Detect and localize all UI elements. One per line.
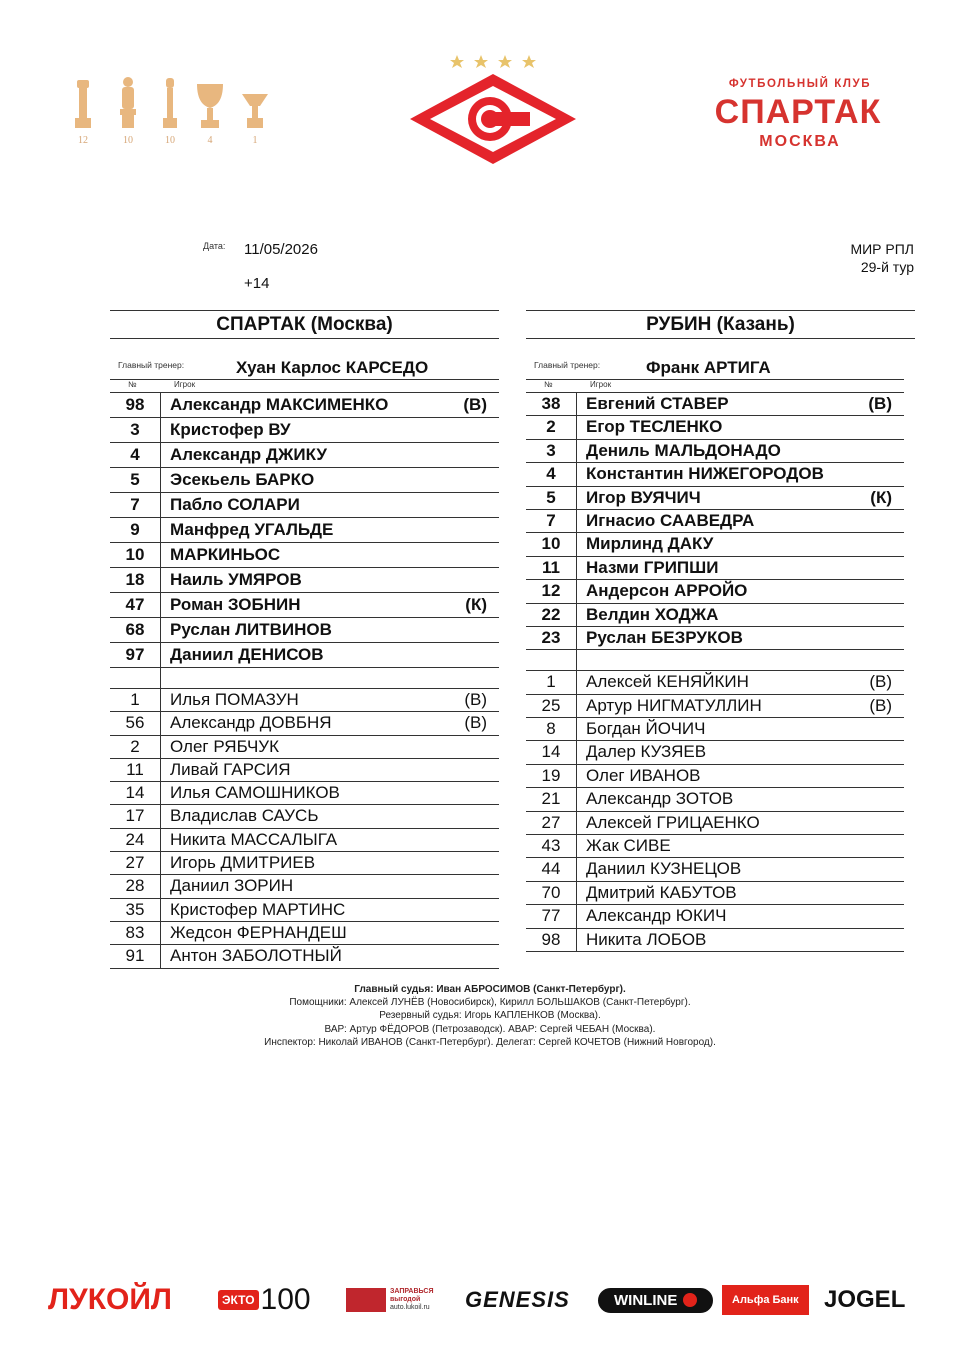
player-row <box>526 671 904 694</box>
winline-logo <box>598 1280 713 1320</box>
player-row <box>110 493 499 518</box>
coach-label: Главный тренер: <box>534 360 601 370</box>
player-name: Никита МАССАЛЫГА <box>170 829 338 849</box>
genesis-logo: GENESIS <box>465 1287 570 1312</box>
player-name: Константин НИЖЕГОРОДОВ <box>586 464 824 484</box>
coach-row <box>526 357 904 380</box>
player-number: 2 <box>110 736 161 758</box>
trophy-count: 10 <box>165 135 175 146</box>
player-name: Илья САМОШНИКОВ <box>170 783 340 803</box>
player-row <box>526 882 904 905</box>
player-number: 1 <box>110 689 161 711</box>
player-name: Даниил ДЕНИСОВ <box>170 645 324 664</box>
spacer-row <box>526 650 904 671</box>
zapr-line: ЗАПРАВЬСЯ <box>390 1288 434 1295</box>
player-name: Даниил КУЗНЕЦОВ <box>586 859 742 879</box>
player-row <box>110 899 499 922</box>
player-number: 97 <box>110 643 161 667</box>
player-number: 38 <box>526 393 577 415</box>
player-name: Наиль УМЯРОВ <box>170 570 302 589</box>
player-row <box>526 765 904 788</box>
player-row <box>110 568 499 593</box>
player-name: Даниил ЗОРИН <box>170 876 294 896</box>
player-name: Владислав САУСЬ <box>170 806 319 826</box>
player-name: Назми ГРИПШИ <box>586 557 719 577</box>
player-row <box>526 604 904 627</box>
player-number: 56 <box>110 712 161 734</box>
player-row <box>526 580 904 603</box>
club-subtitle: ФУТБОЛЬНЫЙ КЛУБ <box>728 78 872 90</box>
player-number: 5 <box>110 468 161 492</box>
player-row <box>110 518 499 543</box>
team-title: СПАРТАК (Москва) <box>110 310 499 339</box>
ball-icon <box>481 110 499 128</box>
player-number: 77 <box>526 905 577 927</box>
inspector-delegate: Инспектор: Николай ИВАНОВ (Санкт-Петербург). Делегат: Сергей КОЧЕТОВ (Нижний Новгород). <box>264 1036 716 1048</box>
player-name: Мирлинд ДАКУ <box>586 534 714 554</box>
player-row <box>526 695 904 718</box>
player-role-tag: (К) <box>870 487 892 507</box>
player-number: 91 <box>110 945 161 967</box>
player-row <box>526 858 904 881</box>
player-row <box>526 741 904 764</box>
reserve-referee: Резервный судья: Игорь КАПЛЕНКОВ (Москва). <box>379 1010 601 1022</box>
player-number: 3 <box>526 440 577 462</box>
player-number: 1 <box>526 671 577 693</box>
player-number: 27 <box>110 852 161 874</box>
player-row <box>110 418 499 443</box>
player-header: Игрок <box>590 380 612 389</box>
player-row <box>526 533 904 556</box>
player-row <box>110 852 499 875</box>
player-name: Кристофер ВУ <box>170 420 291 439</box>
player-name: Игорь ДМИТРИЕВ <box>170 853 316 873</box>
player-name: Олег РЯБЧУК <box>170 736 279 756</box>
player-name: Богдан ЙОЧИЧ <box>586 719 706 739</box>
player-row <box>526 812 904 835</box>
var-referees: ВАР: Артур ФЁДОРОВ (Петрозаводск). АВАР: Сергей ЧЕБАН (Москва). <box>324 1023 656 1035</box>
trophy-count: 12 <box>78 135 88 146</box>
player-row <box>526 905 904 928</box>
player-number: 25 <box>526 695 577 717</box>
player-row <box>110 618 499 643</box>
player-row <box>110 875 499 898</box>
number-header: № <box>128 380 137 389</box>
player-number: 83 <box>110 922 161 944</box>
player-number: 5 <box>526 487 577 509</box>
player-name: Александр ЮКИЧ <box>586 906 727 926</box>
player-row <box>110 643 499 668</box>
player-name: Алексей КЕНЯЙКИН <box>586 672 749 692</box>
player-number: 8 <box>526 718 577 740</box>
supercup-trophy-icon <box>242 94 268 128</box>
player-name: Александр ЗОТОВ <box>586 789 734 809</box>
soviet-league-trophy-icon <box>120 77 136 128</box>
coach-name: Хуан Карлос КАРСЕДО <box>236 358 429 377</box>
player-name: Никита ЛОБОВ <box>586 929 707 949</box>
player-name: Илья ПОМАЗУН <box>170 690 299 709</box>
player-name: Жедсон ФЕРНАНДЕШ <box>170 922 347 942</box>
player-row <box>526 718 904 741</box>
circle-icon <box>683 1293 697 1307</box>
assistant-referees: Помощники: Алексей ЛУНЁВ (Новосибирск), Кирилл БОЛЬШАКОВ (Санкт-Петербург). <box>289 997 691 1009</box>
player-number: 28 <box>110 875 161 897</box>
player-number: 2 <box>526 416 577 438</box>
player-name: Александр ДОВБНЯ <box>170 713 332 733</box>
player-number: 98 <box>110 393 161 417</box>
coach-label: Главный тренер: <box>118 360 185 370</box>
player-role-tag: (В) <box>868 394 892 413</box>
player-number: 18 <box>110 568 161 592</box>
player-name: Эсекьель БАРКО <box>170 470 315 489</box>
player-row <box>110 736 499 759</box>
league-name: МИР РПЛ <box>850 241 914 257</box>
player-number: 9 <box>110 518 161 542</box>
player-name: Руслан БЕЗРУКОВ <box>586 627 743 647</box>
player-number: 4 <box>110 443 161 467</box>
team-title: РУБИН (Казань) <box>526 310 915 339</box>
player-row <box>110 922 499 945</box>
player-number: 17 <box>110 805 161 827</box>
round-number: 29-й тур <box>860 259 914 275</box>
lukoil-logo: ЛУКОЙЛ <box>48 1283 172 1316</box>
player-number: 24 <box>110 829 161 851</box>
player-number: 10 <box>526 533 577 555</box>
column-header <box>526 380 904 393</box>
player-number: 7 <box>110 493 161 517</box>
coach-row <box>110 357 499 380</box>
referee-name: Иван АБРОСИМОВ (Санкт-Петербург). <box>436 984 626 995</box>
trophy-count: 1 <box>252 135 258 146</box>
player-name: Алексей ГРИЦАЕНКО <box>586 812 760 832</box>
coach-name: Франк АРТИГА <box>646 358 771 377</box>
player-role-tag: (В) <box>463 395 487 414</box>
club-name: СПАРТАК <box>714 93 882 131</box>
player-name: Александр ДЖИКУ <box>170 445 327 464</box>
player-name: Кристофер МАРТИНС <box>170 899 346 919</box>
player-name: Велдин ХОДЖА <box>586 604 719 624</box>
player-number: 3 <box>110 418 161 442</box>
fuel-icon <box>346 1288 386 1312</box>
player-number: 19 <box>526 765 577 787</box>
player-number: 11 <box>526 557 577 579</box>
player-row <box>526 510 904 533</box>
number-header: № <box>544 380 553 389</box>
trophies-strip <box>70 72 280 152</box>
club-logo <box>408 52 578 172</box>
player-number: 27 <box>526 812 577 834</box>
player-name: Дмитрий КАБУТОВ <box>586 882 737 902</box>
player-role-tag: (В) <box>464 690 487 709</box>
player-number: 7 <box>526 510 577 532</box>
player-row <box>110 805 499 828</box>
jogel-logo: JOGEL <box>824 1286 906 1313</box>
player-number: 11 <box>110 759 161 781</box>
alfa-text: Альфа Банк <box>722 1285 809 1315</box>
player-row <box>110 593 499 618</box>
player-row <box>526 463 904 486</box>
player-row <box>110 393 499 418</box>
player-name: Роман ЗОБНИН <box>170 595 301 614</box>
column-header <box>110 380 499 393</box>
player-number: 47 <box>110 593 161 617</box>
player-number: 43 <box>526 835 577 857</box>
player-number: 22 <box>526 604 577 626</box>
player-row <box>526 627 904 650</box>
player-row <box>110 712 499 735</box>
player-name: Евгений СТАВЕР <box>586 394 729 413</box>
referee-label: Главный судья: <box>354 984 434 995</box>
club-city: МОСКВА <box>759 133 841 150</box>
match-officials <box>140 983 840 1049</box>
player-name: Артур НИГМАТУЛЛИН <box>586 695 762 715</box>
player-row <box>526 487 904 510</box>
player-name: Жак СИВЕ <box>586 836 671 856</box>
player-name: Манфред УГАЛЬДЕ <box>170 520 334 539</box>
zapr-line: auto.lukoil.ru <box>390 1304 430 1311</box>
temperature: +14 <box>244 275 270 292</box>
player-name: Пабло СОЛАРИ <box>170 495 300 514</box>
match-date: 11/05/2026 <box>244 241 318 258</box>
player-number: 14 <box>110 782 161 804</box>
player-row <box>110 543 499 568</box>
player-row <box>110 759 499 782</box>
zapravsya-logo <box>346 1280 434 1320</box>
spacer-row <box>110 668 499 689</box>
player-row <box>526 557 904 580</box>
player-name: Дениль МАЛЬДОНАДО <box>586 440 781 460</box>
stars-icon <box>450 55 536 68</box>
home-team-lineup <box>110 310 499 969</box>
away-team-lineup <box>526 310 915 952</box>
player-row <box>526 416 904 439</box>
russian-cup-trophy-icon <box>163 78 177 128</box>
player-number: 68 <box>110 618 161 642</box>
player-row <box>110 782 499 805</box>
player-name: Игнасио СААВЕДРА <box>586 510 755 530</box>
winline-text: WINLINE <box>614 1291 678 1309</box>
player-row <box>110 468 499 493</box>
player-role-tag: (В) <box>869 672 892 692</box>
player-name: Руслан ЛИТВИНОВ <box>170 620 332 639</box>
trophy-count: 4 <box>207 135 213 146</box>
player-number: 4 <box>526 463 577 485</box>
player-header: Игрок <box>174 380 196 389</box>
player-row <box>110 689 499 712</box>
player-role-tag: (В) <box>464 713 487 733</box>
player-row <box>526 788 904 811</box>
player-number: 12 <box>526 580 577 602</box>
player-name: Игор ВУЯЧИЧ <box>586 487 701 507</box>
player-name: Олег ИВАНОВ <box>586 765 701 785</box>
player-row <box>526 835 904 858</box>
player-row <box>526 393 904 416</box>
player-row <box>526 929 904 952</box>
player-row <box>110 945 499 968</box>
player-row <box>110 443 499 468</box>
player-name: Антон ЗАБОЛОТНЫЙ <box>170 946 342 966</box>
player-number: 23 <box>526 627 577 649</box>
player-role-tag: (В) <box>869 695 892 715</box>
ecto-number: 100 <box>260 1283 311 1316</box>
player-name: Ливай ГАРСИЯ <box>170 759 291 779</box>
player-number: 35 <box>110 899 161 921</box>
date-label: Дата: <box>203 241 226 251</box>
player-number: 98 <box>526 929 577 951</box>
player-name: Егор ТЕСЛЕНКО <box>586 417 723 437</box>
player-number: 21 <box>526 788 577 810</box>
soviet-cup-trophy-icon <box>197 84 223 128</box>
player-role-tag: (К) <box>465 595 487 614</box>
ecto-box: ЭКТО <box>218 1290 259 1310</box>
player-number: 10 <box>110 543 161 567</box>
player-name: Александр МАКСИМЕНКО <box>170 395 389 414</box>
player-number: 14 <box>526 741 577 763</box>
player-name: МАРКИНЬОС <box>170 545 281 564</box>
alfabank-logo <box>722 1280 809 1320</box>
rpl-cup-icon <box>75 80 91 128</box>
player-name: Далер КУЗЯЕВ <box>586 742 707 762</box>
trophy-count: 10 <box>123 135 133 146</box>
player-row <box>526 440 904 463</box>
ecto100-logo <box>218 1280 311 1320</box>
zapr-line: выгодой <box>390 1296 421 1303</box>
player-name: Андерсон АРРОЙО <box>586 581 748 601</box>
player-row <box>110 829 499 852</box>
player-number: 70 <box>526 882 577 904</box>
player-number: 44 <box>526 858 577 880</box>
